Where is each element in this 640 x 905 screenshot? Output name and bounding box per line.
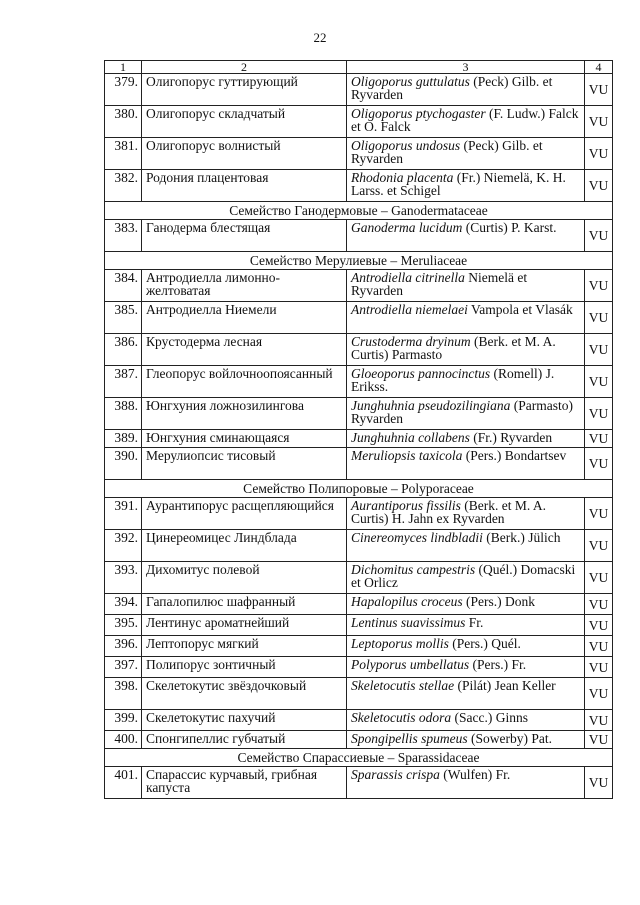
latin-name [347, 106, 585, 138]
latin-name [347, 398, 585, 430]
header-cell-2: 2 [142, 61, 347, 74]
family-header-row [105, 749, 613, 767]
latin-binomial: Oligoporus undosus [351, 138, 461, 153]
table-row [105, 562, 613, 594]
species-number: 389. [105, 430, 142, 448]
table-row [105, 657, 613, 678]
species-number: 381. [105, 138, 142, 170]
species-number: 397. [105, 657, 142, 678]
table-row [105, 366, 613, 398]
latin-authority: Vampola et Vlasák [467, 302, 573, 317]
latin-binomial: Dichomitus campestris [351, 562, 476, 577]
species-number: 385. [105, 302, 142, 334]
table-row [105, 498, 613, 530]
latin-name [347, 710, 585, 731]
russian-name: Антродиелла лимонно-желтоватая [142, 270, 347, 302]
russian-name: Юнгхуния сминающаяся [142, 430, 347, 448]
latin-name [347, 302, 585, 334]
latin-authority: (Sacc.) Ginns [451, 710, 528, 725]
category-status: VU [585, 657, 613, 678]
latin-authority: (Romell) J. Erikss. [351, 366, 555, 394]
table-row [105, 138, 613, 170]
category-status: VU [585, 138, 613, 170]
table-header-row [105, 61, 613, 74]
table-row [105, 678, 613, 710]
russian-name: Олигопорус гуттирующий [142, 74, 347, 106]
table-row [105, 448, 613, 480]
table-row [105, 710, 613, 731]
table-row [105, 594, 613, 615]
species-number: 388. [105, 398, 142, 430]
category-status: VU [585, 498, 613, 530]
latin-authority: (Parmasto) Ryvarden [351, 398, 573, 426]
family-title: Семейство Ганодермовые – Ganodermataceae [105, 202, 613, 220]
table-row [105, 270, 613, 302]
russian-name: Цинереомицес Линдблада [142, 530, 347, 562]
latin-binomial: Meruliopsis taxicola [351, 448, 463, 463]
russian-name: Дихомитус полевой [142, 562, 347, 594]
latin-binomial: Spongipellis spumeus [351, 731, 468, 746]
category-status: VU [585, 430, 613, 448]
category-status: VU [585, 615, 613, 636]
table-row [105, 334, 613, 366]
latin-binomial: Oligoporus guttulatus [351, 74, 470, 89]
latin-authority: (Fr.) Niemelä, K. H. Larss. et Schigel [351, 170, 566, 198]
category-status: VU [585, 710, 613, 731]
latin-name [347, 767, 585, 799]
category-status: VU [585, 74, 613, 106]
species-number: 400. [105, 731, 142, 749]
latin-name [347, 594, 585, 615]
page-number: 22 [313, 30, 327, 45]
latin-name [347, 657, 585, 678]
latin-name [347, 138, 585, 170]
latin-authority: (Peck) Gilb. et Ryvarden [351, 74, 553, 102]
family-title: Семейство Полипоровые – Polyporaceae [105, 480, 613, 498]
russian-name: Спонгипеллис губчатый [142, 731, 347, 749]
russian-name: Ганодерма блестящая [142, 220, 347, 252]
latin-binomial: Skeletocutis odora [351, 710, 452, 725]
latin-name [347, 74, 585, 106]
latin-binomial: Antrodiella niemelaei [351, 302, 468, 317]
latin-name [347, 636, 585, 657]
latin-binomial: Skeletocutis stellae [351, 678, 455, 693]
russian-name: Скелетокутис пахучий [142, 710, 347, 731]
russian-name: Спарассис курчавый, грибная капуста [142, 767, 347, 799]
latin-authority: (Berk.) Jülich [482, 530, 561, 545]
family-header-row [105, 202, 613, 220]
russian-name: Лептопорус мягкий [142, 636, 347, 657]
species-number: 393. [105, 562, 142, 594]
species-number: 398. [105, 678, 142, 710]
category-status: VU [585, 302, 613, 334]
family-header-row [105, 252, 613, 270]
table-row [105, 767, 613, 799]
latin-binomial: Gloeoporus pannocinctus [351, 366, 491, 381]
category-status: VU [585, 220, 613, 252]
table-row [105, 731, 613, 749]
russian-name: Олигопорус складчатый [142, 106, 347, 138]
latin-name [347, 530, 585, 562]
russian-name: Лентинус ароматнейший [142, 615, 347, 636]
species-number: 390. [105, 448, 142, 480]
species-table [104, 60, 613, 799]
latin-name [347, 615, 585, 636]
latin-binomial: Rhodonia placenta [351, 170, 454, 185]
latin-name [347, 678, 585, 710]
latin-binomial: Aurantiporus fissilis [351, 498, 461, 513]
family-header-row [105, 480, 613, 498]
latin-name [347, 334, 585, 366]
table-row [105, 530, 613, 562]
category-status: VU [585, 448, 613, 480]
category-status: VU [585, 636, 613, 657]
latin-authority: (Berk. et M. A. Curtis) H. Jahn ex Ryvarden [351, 498, 547, 526]
species-number: 379. [105, 74, 142, 106]
latin-binomial: Junghuhnia collabens [351, 430, 470, 445]
category-status: VU [585, 334, 613, 366]
species-number: 383. [105, 220, 142, 252]
latin-binomial: Lentinus suavissimus [351, 615, 466, 630]
russian-name: Мерулиопсис тисовый [142, 448, 347, 480]
species-number: 401. [105, 767, 142, 799]
species-number: 380. [105, 106, 142, 138]
category-status: VU [585, 731, 613, 749]
species-number: 394. [105, 594, 142, 615]
latin-binomial: Sparassis crispa [351, 767, 440, 782]
table-row [105, 430, 613, 448]
category-status: VU [585, 594, 613, 615]
category-status: VU [585, 398, 613, 430]
latin-authority: (F. Ludw.) Falck et O. Falck [351, 106, 579, 134]
table-row [105, 106, 613, 138]
species-number: 399. [105, 710, 142, 731]
latin-authority: (Peck) Gilb. et Ryvarden [351, 138, 543, 166]
latin-binomial: Leptoporus mollis [351, 636, 449, 651]
latin-authority: (Pilát) Jean Keller [454, 678, 556, 693]
category-status: VU [585, 562, 613, 594]
species-number: 386. [105, 334, 142, 366]
latin-name [347, 562, 585, 594]
species-number: 387. [105, 366, 142, 398]
table-row [105, 636, 613, 657]
latin-name [347, 270, 585, 302]
latin-name [347, 448, 585, 480]
latin-authority: Fr. [465, 615, 484, 630]
russian-name: Аурантипорус расщепляющийся [142, 498, 347, 530]
latin-name [347, 220, 585, 252]
species-number: 382. [105, 170, 142, 202]
latin-authority: (Quél.) Domacski et Orlicz [351, 562, 576, 590]
table-row [105, 398, 613, 430]
russian-name: Полипорус зонтичный [142, 657, 347, 678]
family-title: Семейство Спарассиевые – Sparassidaceae [105, 749, 613, 767]
table-row [105, 220, 613, 252]
species-number: 392. [105, 530, 142, 562]
header-cell-3: 3 [347, 61, 585, 74]
latin-name [347, 430, 585, 448]
latin-authority: (Berk. et M. A. Curtis) Parmasto [351, 334, 556, 362]
russian-name: Родония плацентовая [142, 170, 347, 202]
latin-authority: (Wulfen) Fr. [439, 767, 511, 782]
latin-authority: (Fr.) Ryvarden [469, 430, 553, 445]
latin-binomial: Polyporus umbellatus [351, 657, 470, 672]
latin-binomial: Junghuhnia pseudozilingiana [351, 398, 511, 413]
russian-name: Олигопорус волнистый [142, 138, 347, 170]
family-title: Семейство Мерулиевые – Meruliaceae [105, 252, 613, 270]
russian-name: Глеопорус войлочноопоясанный [142, 366, 347, 398]
latin-binomial: Cinereomyces lindbladii [351, 530, 483, 545]
table-row [105, 302, 613, 334]
latin-binomial: Hapalopilus croceus [351, 594, 463, 609]
category-status: VU [585, 366, 613, 398]
latin-authority: Niemelä et Ryvarden [351, 270, 528, 298]
latin-name [347, 498, 585, 530]
species-number: 395. [105, 615, 142, 636]
russian-name: Крустодерма лесная [142, 334, 347, 366]
latin-authority: (Curtis) P. Karst. [462, 220, 557, 235]
russian-name: Антродиелла Ниемели [142, 302, 347, 334]
latin-name [347, 170, 585, 202]
latin-binomial: Ganoderma lucidum [351, 220, 463, 235]
latin-name [347, 366, 585, 398]
russian-name: Скелетокутис звёздочковый [142, 678, 347, 710]
category-status: VU [585, 530, 613, 562]
latin-authority: (Pers.) Quél. [448, 636, 521, 651]
latin-binomial: Crustoderma dryinum [351, 334, 471, 349]
category-status: VU [585, 270, 613, 302]
category-status: VU [585, 678, 613, 710]
table-row [105, 615, 613, 636]
latin-binomial: Oligoporus ptychogaster [351, 106, 486, 121]
species-number: 384. [105, 270, 142, 302]
species-number: 396. [105, 636, 142, 657]
latin-binomial: Antrodiella citrinella [351, 270, 465, 285]
russian-name: Юнгхуния ложнозилингова [142, 398, 347, 430]
latin-authority: (Sowerby) Pat. [467, 731, 552, 746]
latin-authority: (Pers.) Bondartsev [462, 448, 567, 463]
table-row [105, 74, 613, 106]
species-number: 391. [105, 498, 142, 530]
latin-name [347, 731, 585, 749]
table-row [105, 170, 613, 202]
category-status: VU [585, 170, 613, 202]
latin-authority: (Pers.) Donk [462, 594, 535, 609]
category-status: VU [585, 106, 613, 138]
header-cell-4: 4 [585, 61, 613, 74]
category-status: VU [585, 767, 613, 799]
latin-authority: (Pers.) Fr. [469, 657, 527, 672]
russian-name: Гапалопилюс шафранный [142, 594, 347, 615]
header-cell-1: 1 [105, 61, 142, 74]
